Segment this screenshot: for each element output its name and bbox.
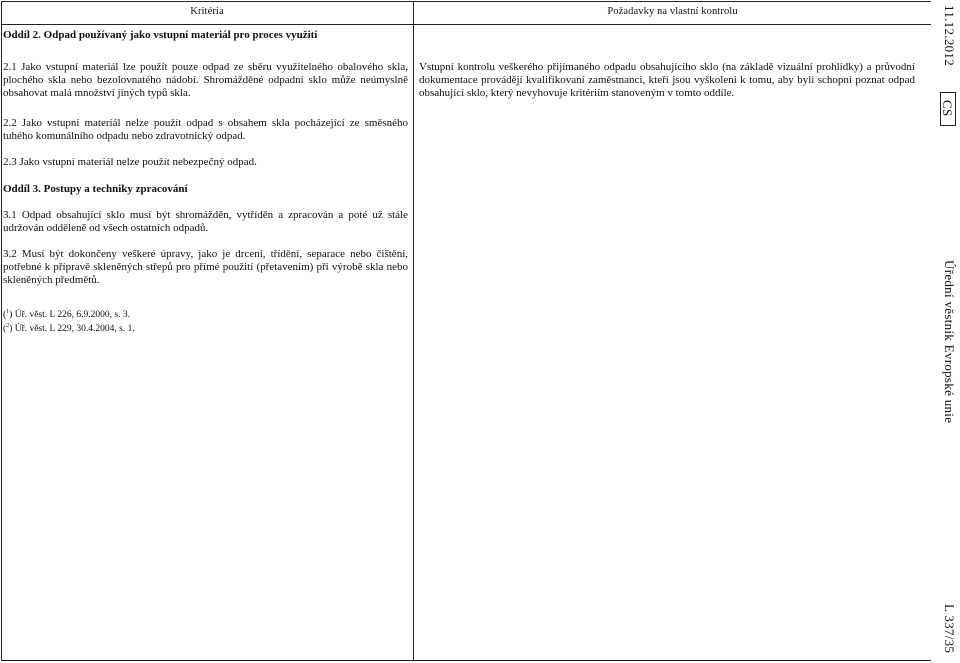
page-number: L 337/35 [942,604,957,654]
language-code: CS [940,100,955,117]
footnote-2: ($^2$) Úř. věst. L 229, 30.4.2004, s. 1. [3,323,135,335]
footnote-1: ($^1$) Úř. věst. L 226, 6.9.2000, s. 3. [3,309,130,321]
section-2-title: Oddíl 2. Odpad používaný jako vstupní materiál pro proces využití [3,29,318,41]
criteria-column-header: Kritéria [190,6,224,17]
self-monitoring-text: Vstupní kontrolu veškerého přijímaného odpadu obsahujícího sklo (na základě vizuální prohlídky) a průvodní dokumentace provádějí kvalifikovaní zaměstnanci, kteří jsou vyškoleni k tomu, aby byli schopni poznat odpad obsahující sklo, který nevyhovuje kritériím stanoveným v tomto oddíle. [419,61,915,99]
section-3-title: Oddíl 3. Postupy a techniky zpracování [3,183,188,195]
self-monitoring-column-header: Požadavky na vlastní kontrolu [607,6,738,17]
column-divider [413,1,414,661]
header-rule [1,24,931,25]
self-monitoring-column [419,61,915,100]
criterion-3-1: 3.1 Odpad obsahující sklo musí být shromážděn, vytříděn a zpracován a poté už stále udržován odděleně od všech ostatních odpadů. [3,209,408,234]
criteria-column [3,29,408,335]
publication-date: 11.12.2012 [942,5,957,67]
criterion-2-1: 2.1 Jako vstupní materiál lze použít pouze odpad ze sběru využitelného obalového skla, plochého skla nebo bezolovnatého nádobí. Shromážděné odpadní sklo může neúmyslně obsahovat malá množství jiných typů skla. [3,61,408,99]
journal-name: Úřední věstník Evropské unie [942,260,957,424]
criterion-2-3: 2.3 Jako vstupní materiál nelze použít nebezpečný odpad. [3,156,257,168]
criterion-3-2: 3.2 Musí být dokončeny veškeré úpravy, jako je drcení, třídění, separace nebo čištění, potřebné k přípravě skleněných střepů pro přímé použití (přetavením) při výrobě skla nebo skleněných předmětů. [3,248,408,286]
criterion-2-2: 2.2 Jako vstupní materiál nelze použít odpad s obsahem skla pocházející ze směsného tuhého komunálního odpadu nebo zdravotnický odpad. [3,117,408,142]
